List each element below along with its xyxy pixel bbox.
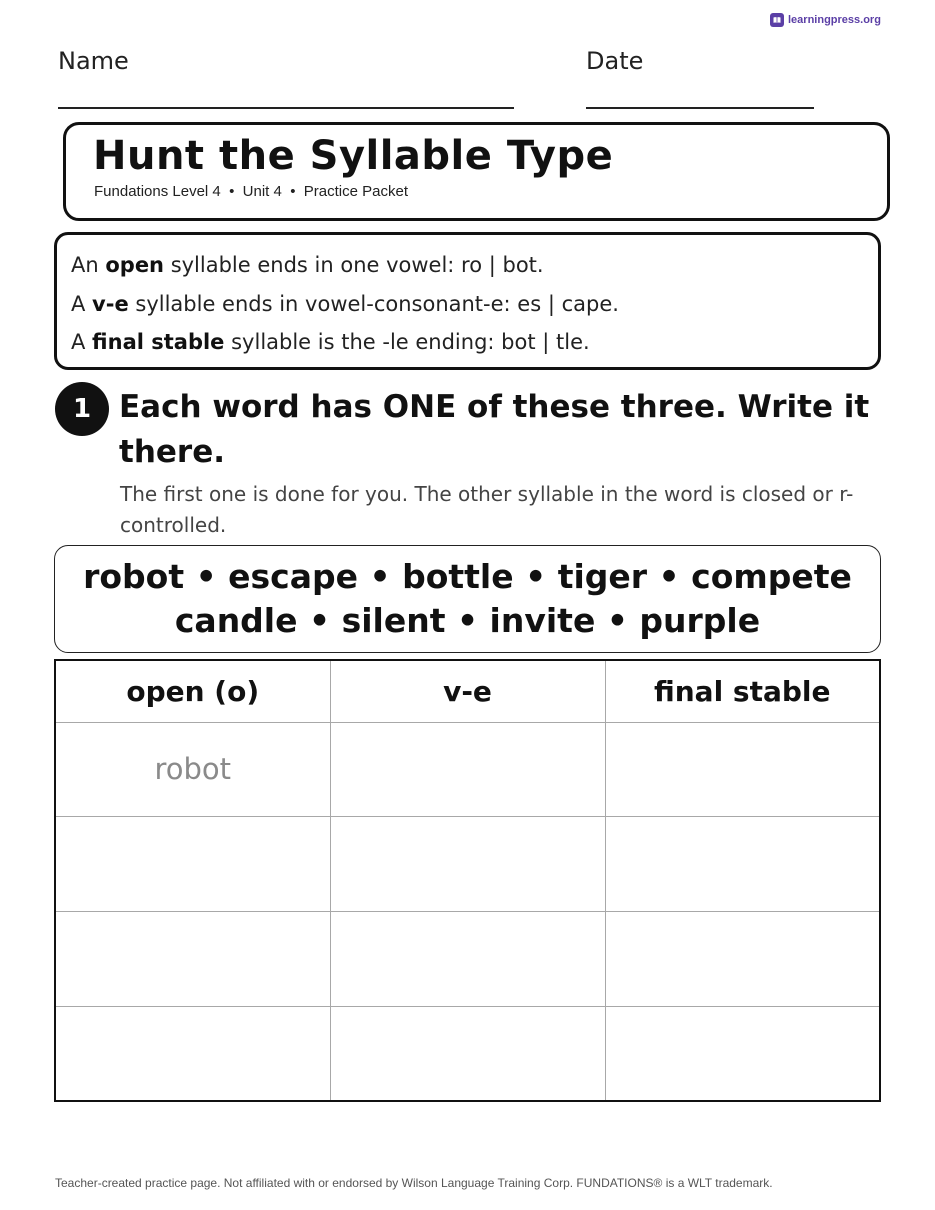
rule-text: An (71, 253, 106, 277)
brand-logo (770, 13, 881, 27)
column-header-v-e: v-e (330, 660, 605, 722)
rule-v-e (71, 285, 864, 324)
answer-cell[interactable] (55, 817, 330, 912)
table-row (55, 722, 880, 817)
table-row (55, 817, 880, 912)
answer-cell[interactable] (55, 722, 330, 817)
question-number-badge: 1 (55, 382, 109, 436)
rule-text: syllable is the -le ending: bot | tle. (224, 330, 590, 354)
date-label: Date (586, 47, 644, 75)
column-header-open: open (o) (55, 660, 330, 722)
rule-text: syllable ends in vowel-consonant-e: es | cape. (128, 291, 619, 316)
answer-cell[interactable] (55, 912, 330, 1007)
answer-cell[interactable] (605, 912, 880, 1007)
word-bank (54, 545, 881, 653)
example-answer: robot (154, 752, 232, 787)
title-box (63, 122, 890, 221)
answer-cell[interactable] (330, 912, 605, 1007)
rule-text: syllable ends in one vowel: ro | bot. (164, 253, 544, 277)
rule-text: A (71, 330, 93, 354)
rules-box (54, 232, 881, 370)
book-icon (770, 13, 784, 27)
name-label: Name (58, 47, 129, 75)
table-row (55, 1006, 880, 1101)
rule-term: open (105, 253, 165, 277)
rule-text: A (71, 291, 93, 316)
question-instruction: Each word has ONE of these three. Write it there. (119, 389, 870, 470)
word-bank-line: candle • silent • invite • purple (174, 601, 761, 640)
rule-final-stable (71, 323, 864, 362)
answer-cell[interactable] (330, 817, 605, 912)
answer-cell[interactable] (330, 1006, 605, 1101)
name-line[interactable] (58, 107, 514, 109)
rule-term: final stable (92, 330, 225, 354)
answer-cell[interactable] (605, 722, 880, 817)
table-row (55, 912, 880, 1007)
answer-cell[interactable] (605, 817, 880, 912)
page-subtitle: Fundations Level 4 • Unit 4 • Practice Packet (94, 183, 408, 200)
answer-cell[interactable] (55, 1006, 330, 1101)
word-bank-line: robot • escape • bottle • tiger • compete (83, 557, 852, 596)
footer-disclaimer: Teacher-created practice page. Not affiliated with or endorsed by Wilson Language Training Corp. FUNDATIONS® is a WLT trademark. (55, 1176, 773, 1190)
brand-text: learningpress.org (788, 14, 881, 26)
table-header-row (55, 660, 880, 722)
rule-term: v-e (92, 291, 129, 316)
sort-table (54, 659, 881, 1102)
answer-cell[interactable] (605, 1006, 880, 1101)
column-header-final-stable: final stable (605, 660, 880, 722)
page-title: Hunt the Syllable Type (93, 133, 614, 179)
question-hint: The first one is done for you. The other syllable in the word is closed or r-controlled. (120, 482, 854, 537)
date-line[interactable] (586, 107, 814, 109)
answer-cell[interactable] (330, 722, 605, 817)
rule-open (71, 246, 864, 285)
